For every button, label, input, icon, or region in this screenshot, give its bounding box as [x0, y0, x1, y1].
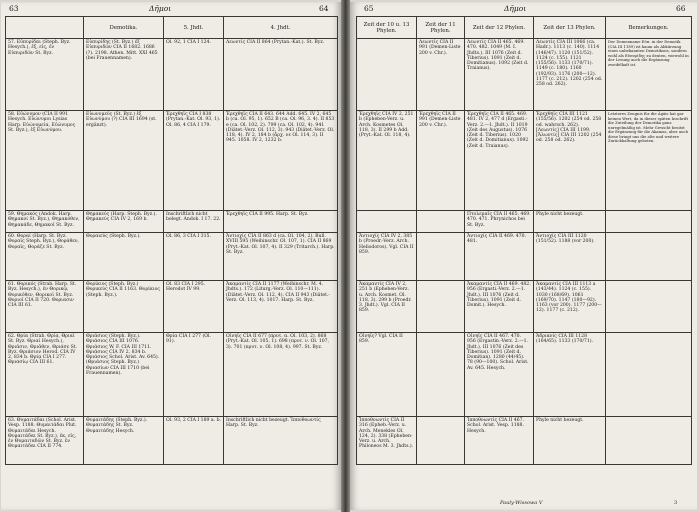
table-row: [357, 39, 692, 111]
cell-z10: [357, 39, 417, 111]
page-number: 65: [364, 4, 374, 13]
cell-z12: Ἐρεχθηΐς CIA II 465. 469. 481. IV 2, 477 d (Ergasti.-Verz. 2.—1. Jhdt.). II 1019 (Zeit des Augustus). 1076 (Zeit d. Tiberius). 1020 (Zeit d. Domitianus). 1092 (Zeit d. Traianus).: [465, 111, 534, 211]
column-header: 4. Jhdt.: [224, 17, 338, 39]
table-row: [6, 333, 338, 417]
cell-j5: Ol. 93, 2 CIA I 189 a. b.: [164, 417, 224, 465]
cell-remarks: [606, 211, 692, 233]
cell-j5: Ol. 92, 1 CIA I 124.: [164, 39, 224, 111]
cell-z11: Λεωντίς CIA II 991 (Demen-Liste 200 v. Chr.).: [417, 39, 465, 111]
sheet-mark: 3: [674, 500, 678, 506]
column-header: Zeit der 13 Phylen.: [534, 17, 606, 39]
column-header: 5. Jhdt.: [164, 17, 224, 39]
cell-j5: Ol. 86, 3 CIA I 315.: [164, 233, 224, 281]
demes-table-right: [356, 16, 692, 465]
cell-z13: Λεωντίς CIA III 1066 (ca. Hadr.). 1113 (c. 140). 1114 (146/47). 1120 (151/52). 1124 (c. 155). 1121 (155/56). 1133 (170/71). 1149 (c. 180). 1160 (192/93). 1176 (200—12). 1177 (c. 212). 1202 (254 od. 258 od. 262).: [534, 39, 606, 111]
cell-j5: Θρία CIA I 277 (Ol. 91).: [164, 333, 224, 417]
cell-z10: Ἐρεχθηΐς CIA IV 2, 251 b (Epheben-Verz. u. Arch. Kosmetes Ol. 118, 3). II 299 b Add. (Pryt.-Kat. Ol. 118, 4).: [357, 111, 417, 211]
page-number: 63: [9, 4, 19, 13]
column-header: Zeit der 11 Phylen.: [417, 17, 465, 39]
cell-z10: Ἀντιοχίς CIA IV 2, 385 b (Proedr.-Verz. Arch. Heliodoros). Vgl. CIA II 859.: [357, 233, 417, 281]
table-header-row: [357, 17, 692, 39]
cell-j5: Ol. 83 CIA I 295. Herodot IV 99.: [164, 281, 224, 333]
left-page: [1, 2, 341, 510]
cell-j4: Ἀντιοχίς CIA II 863 d (ca. Ol. 104, 2). Bull. XVIII 595 (Weihinschr. Ol. 107, 1). CIA II 869 (Pryt.-Kat. Ol. 107, 4). II 329 (Tritarch.). Harp. St. Byz.: [224, 233, 338, 281]
cell-z11: [417, 281, 465, 333]
cell-demotika: Θυμαιτάδης (Steph. Byz.). Θυμαιτάδης St. Byz. Θυμαιτάδης Hesych.: [84, 417, 164, 465]
cell-z10: Ἀκαμαντίς CIA IV 2, 251 b (Epheben-Verz. u. Arch. Kosmet. Ol. 118, 3). 299 b (Proedr. 3. Jhdt.). Vgl. CIA II 859.: [357, 281, 417, 333]
cell-remarks: Der Demenname Εὐπ. in der Demotik (CIA III 1189) ist kaum als Abkürzung eines unbekannten Demotikons, sondern wohl als Εὐπυρίδης zu deuten, wiewohl in der Lesung auch die Ergänzung zweifelhaft ist.: [606, 39, 692, 111]
table-row: [357, 211, 692, 233]
cell-j4: Inschriftlich nicht bezeugt. Ἱπποθοωντίς Harp. St. Byz.: [224, 417, 338, 465]
cell-name: 57. Εὐπυρίδαι (Steph. Byz. Hesych.), ἐξ, εἰς, ἐν Εὐπυριδῶν St. Byz.: [6, 39, 84, 111]
cell-z13: Phyle nicht bezeugt.: [534, 417, 606, 465]
cell-z11: [417, 211, 465, 233]
cell-demotika: Εὐωνυμεύς (St. Byz.) ἐξ Εὐωνύμου (?) CIA III 1694 (st. ergänzt).: [84, 111, 164, 211]
cell-z13: Ἀκαμαντίς CIA III 1113 a (143/44). 1124 (c. 155). 1030 (168/69). 1061 (169/70). 1147 (180—92). 1163 (vor 200). 1177 (200—12). 1177 (c. 212).: [534, 281, 606, 333]
cell-name: 61. Θορικός (Strab. Harp. St. Byz. Hesych.), ἐν Θορικῷ, Θορικόθεν, Θορικοῖ St. Byz. Θοριοῖ CIA II 720. Θοριασιν CIA III 61.: [6, 281, 84, 333]
cell-z12: Ἀντιοχίς CIA II 469. 470. 481.: [465, 233, 534, 281]
cell-z10: Ἱπποθοωντίς CIA II 316 (Epheb.-Verz. u. Arch. Menekles Ol. 124, 2). 338 (Epheben-Verz. u. Arch. Philoneos M. 3. Jhdts.).: [357, 417, 417, 465]
column-header: [6, 17, 84, 39]
page-number: 64: [319, 4, 329, 13]
cell-remarks: Letzteres Zeugnis für die Ägäis hat gar keinen Wert, da in dieser späten Inschrift die Zuteilung der Demotika ganz unregelmäßig ist. Mehr Gewicht besitzt die Ergänzung für die Akamas, aber auch diese bringt uns die alte und weitere Zurückhaltung geboten.: [606, 111, 692, 211]
column-header: Zeit der 10 u. 13 Phylen.: [357, 17, 417, 39]
cell-j4: Οἰνηΐς CIA II 677 (πρυτ. α. Ol. 103, 2). 868 (Pryt.-Kat. Ol. 105, 1). 698 (πρυτ. ν. Ol. 107, 3). 701 (πρυτ. ν. Ol. 108, 4). 997. St. Byz.: [224, 333, 338, 417]
left-page-header: [1, 2, 341, 16]
column-header: Demotika.: [84, 17, 164, 39]
cell-j4: Ἐρεχθηΐς CIA II 643. 644 Add. 645. IV 2, 645 b (ca. Ol. 95, 1). 652 B (ca. Ol. 96, 3. 4). II 853 e (ca. Ol. 102, 2). 799 (ca. Ol. 102, 4). 941 (Diätet.-Verz. Ol. 112, 3). 943 (Diätet.-Verz. Ol. 118, 4). IV 2, 184 b (ἄρχ. νε Ol. 114, 3). II 945. 1058. IV 2, 1232 b.: [224, 111, 338, 211]
cell-demotika: Θριάσιος (Steph. Byz.). Θριάσιος CIA III 1076. Θριάσιος W. F. CIA III 1711. Θριάσιος CIA IV 2, 834 b. Θριάσιος Schol. Arist. Av. 645). (Θριάσιος Steph. Byz.) Θριασίων CIA III 1710 (bei Frauennamen).: [84, 333, 164, 417]
cell-demotika: Θοραιεύς (Steph. Byz.).: [84, 233, 164, 281]
page-number: 66: [676, 4, 686, 13]
table-row: [6, 233, 338, 281]
cell-z11: [417, 233, 465, 281]
cell-z12: Ἱπποθοωντίς CIA II 467. Schol. Arist. Vesp. 1188. Hesych.: [465, 417, 534, 465]
cell-z13: Phyle nicht bezeugt.: [534, 211, 606, 233]
table-row: [6, 39, 338, 111]
cell-z10: [357, 211, 417, 233]
cell-z12: Λεωντίς CIA II 465. 469. 470. 482. 1049 (M. I. Jhdts.). III 1076 (Zeit d. Tiberius). 1091 (Zeit d. Domitianus). 1092 (Zeit d. Traianus).: [465, 39, 534, 111]
cell-demotika: Θημακεύς (Harp. Steph. Byz.). Θημακεύς CIA IV 2, 169 b.: [84, 211, 164, 233]
cell-z11: [417, 333, 465, 417]
table-row: [357, 111, 692, 211]
running-title: Δῆμοι: [504, 4, 527, 13]
book-gutter: [341, 0, 350, 512]
table-row: [6, 417, 338, 465]
table-row: [357, 233, 692, 281]
table-row: [357, 281, 692, 333]
cell-name: 60. Θοραί (Harp. St. Byz. Θοραῖς Steph. Byz.), Θοράθεν, Θοραῖς, Θοράζε St. Byz.: [6, 233, 84, 281]
printer-signature: Pauly-Wissowa V: [500, 500, 543, 506]
cell-remarks: [606, 281, 692, 333]
cell-remarks: [606, 233, 692, 281]
cell-demotika: Θορίκιος (Steph. Byz.) Θορικεύς CIA II 1163. Θορίκιος (Steph. Byz.).: [84, 281, 164, 333]
cell-z13: Ἐρεχθηΐς CIA III 1121 (155/56). 1202 (254 od. 258 od. wahrsch. 262). [Λεωντίς] CIA III 1199. [Ἀλωντίς] CIA III 1202 (254 od. 258 od. 262).: [534, 111, 606, 211]
cell-name: 59. Θημακός (Andok. Harp. Θημακοί St. Byz.), Θημακόθεν, Θημακάδε, Θημακοῖ St. Byz.: [6, 211, 84, 233]
cell-z12: Οἰνηΐς CIA II 467. 470. 956 (Ergastin.-Verz. 2.—1. Jhdt.). III 1076 (Zeit des Tiberius). 1091 (Zeit d. Domitian). 1280 (44/45). 78 (90—100). Schol. Arist. Av. 645. Hesych.: [465, 333, 534, 417]
table-row: [6, 281, 338, 333]
cell-j4: Ἀκαμαντίς CIA II 1177 (Weihinschr. M. 4. Jhdts.). 172 (Liturg.-Verz. Ol. 110—111). (Diätet.-Verz. Ol. 112, 4). CIA II 943 (Diätet.-Verz. Ol. 113, 4). 1017. Harp. St. Byz.: [224, 281, 338, 333]
cell-j4: Λεωντίς CIA II 864 (Prytan.-Kat.). St. Byz.: [224, 39, 338, 111]
table-row: [6, 211, 338, 233]
cell-name: 62. Θρία (Strab. Θρία, Θριαί St. Byz. Θριαί Hesych.), Θριᾶσιν, Θριᾶθεν, Θριάσε St. Byz. Θριάσιον Herod. CIA IV 2, 834 b. Θρίᾳ CIA I 277. Θριασίῳ CIA III 61.: [6, 333, 84, 417]
cell-z11: [417, 417, 465, 465]
table-row: [6, 111, 338, 211]
cell-z11: Ἐρεχθηΐς CIA II 991 (Demen-Liste 200 v. Chr.).: [417, 111, 465, 211]
cell-z12: Ἀκαμαντίς CIA II 469. 482. 956 (Ergasti.-Verz. 2.—1. Jhdt.). III 1076 (Zeit d. Tiberius). 1091 (Zeit d. Domit.). Hesych.: [465, 281, 534, 333]
column-header: Bemerkungen.: [606, 17, 692, 39]
cell-z13: Ἀδριανίς CIA III 1128 (164/65). 1133 (170/71).: [534, 333, 606, 417]
cell-name: 58. Εὐώνυμον (CIA II 991 Hesych. Εὐώνυμοι Lysias Harp. Εὐώνυμεία, Εὐώνυμος St. Byz.), ἐξ Εὐωνύμου.: [6, 111, 84, 211]
cell-demotika: Εὐπυρίδης (St. Byz.) ἐξ Εὐπυριδῶν CIA II 1682. 1686 (?). 2198. Athen. Mitt. XXI 465 (bei Frauennamen).: [84, 39, 164, 111]
cell-j5: Ἐρεχθηΐς CIA I 838 (Prytan.-Kat. Ol. 93, 1). Ol. 86, 4 CIA I 179.: [164, 111, 224, 211]
cell-z10: Οἰνηΐς? Vgl. CIA II 859.: [357, 333, 417, 417]
right-page-header: [350, 2, 697, 16]
cell-remarks: [606, 333, 692, 417]
cell-remarks: [606, 417, 692, 465]
cell-j5: Inschriftlich nicht belegt. Andok. I 17. 22.: [164, 211, 224, 233]
cell-name: 63. Θυμαιτάδαι (Schol. Arist. Vesp. 1188. Θυμαιτάδαι Plut. Θυμαιτάδαι Hesych. Θυμαιτάδαι St. Byz.), ἐκ, εἰς, ἐν Θυμαιταδῶν St. Byz. ἐν Θυμαιτάδαι CIA II 774.: [6, 417, 84, 465]
table-row: [357, 417, 692, 465]
right-page: [350, 2, 697, 510]
table-row: [357, 333, 692, 417]
cell-z12: Πτολεμαΐς CIA II 465. 469. 470. 471. Phrynichos bei St. Byz.: [465, 211, 534, 233]
running-title: Δῆμοι: [149, 4, 172, 13]
column-header: Zeit der 12 Phylen.: [465, 17, 534, 39]
table-header-row: [6, 17, 338, 39]
cell-j4: Ἐρεχθηΐς CIA II 995. Harp. St. Byz.: [224, 211, 338, 233]
cell-z13: Ἀντιοχίς CIA III 1120 (151/52). 1188 (vor 200).: [534, 233, 606, 281]
demes-table-left: [5, 16, 338, 465]
